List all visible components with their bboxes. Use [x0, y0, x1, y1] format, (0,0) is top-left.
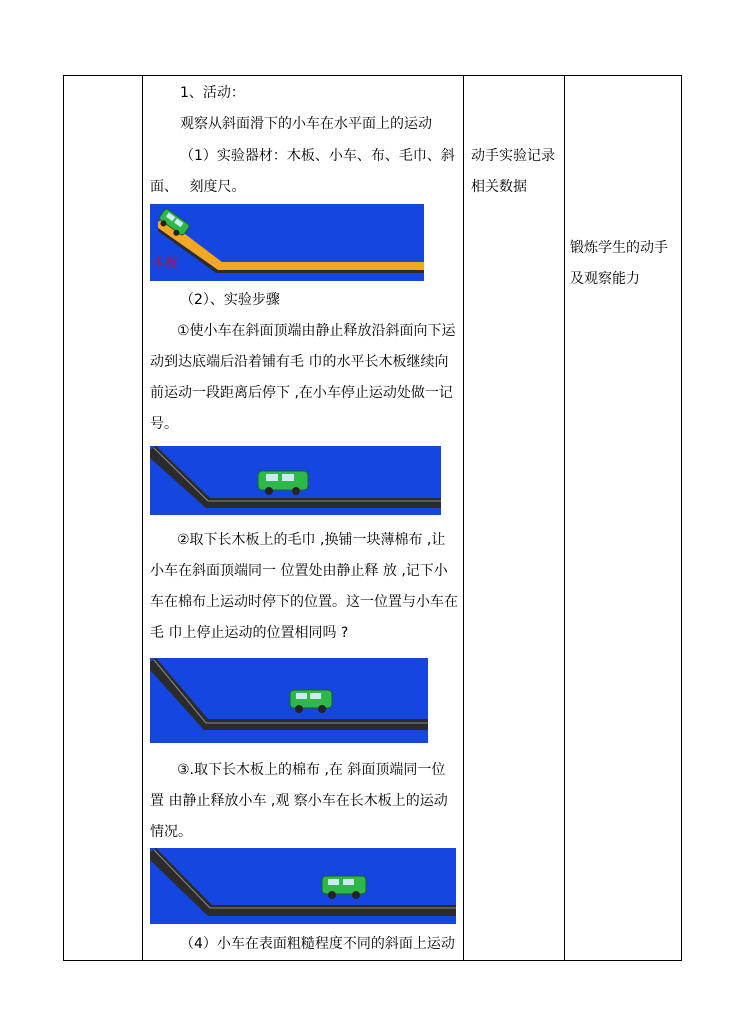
step2-line: 毛 巾上停止运动的位置相同吗 ?: [150, 625, 349, 641]
car-icon: [322, 876, 366, 899]
step1-line: 前运动一段距离后停下 ,在小车停止运动处做一记: [150, 385, 453, 401]
plank-figure: [150, 848, 456, 924]
record-label: 动手实验记录: [471, 148, 555, 164]
materials-line: 面、 刻度尺。: [150, 179, 246, 195]
step3-line: 置 由静止释放小车 ,观 察小车在长木板上的运动: [150, 793, 448, 809]
activity-line: 观察从斜面滑下的小车在水平面上的运动: [180, 116, 432, 132]
step1-line: 号。: [150, 416, 178, 432]
goal-label: 及观察能力: [570, 271, 640, 287]
step1-line: ①使小车在斜面顶端由静止释放沿斜面向下运: [177, 323, 456, 339]
col-border-3: [463, 75, 464, 961]
board-label: 木板: [152, 256, 179, 271]
col-border-1: [63, 75, 64, 961]
activity-heading: 1、活动：: [180, 85, 245, 101]
towel-figure: [150, 446, 441, 515]
step3-line: ③.取下长木板上的棉布 ,在 斜面顶端同一位: [177, 762, 446, 778]
step2-line: ②取下长木板上的毛巾 ,换铺一块薄棉布 ,让: [177, 532, 446, 548]
table-bottom-border: [63, 960, 682, 961]
record-label: 相关数据: [471, 179, 527, 195]
goal-label: 锻炼学生的动手: [570, 240, 668, 256]
step3-line: 情况。: [150, 824, 192, 840]
steps-heading: （2）、实验步骤: [180, 292, 280, 308]
car-icon: [258, 471, 308, 495]
col-border-2: [142, 75, 143, 961]
table-top-border: [63, 75, 682, 76]
step1-line: 动到达底端后沿着铺有毛 巾的水平长木板继续向: [150, 354, 449, 370]
step2-line: 车在棉布上运动时停下的位置。这一位置与小车在: [150, 594, 458, 610]
step4-line: （4）小车在表面粗糙程度不同的斜面上运动: [180, 936, 455, 952]
col-border-4: [564, 75, 565, 961]
car-icon: [290, 690, 332, 713]
cloth-figure: [150, 658, 428, 743]
board-figure: [150, 204, 424, 281]
materials-line: （1）实验器材：木板、小车、布、毛巾、斜: [180, 148, 455, 164]
col-border-5: [681, 75, 682, 961]
step2-line: 小车在斜面顶端同一 位置处由静止释 放 ,记下小: [150, 563, 448, 579]
